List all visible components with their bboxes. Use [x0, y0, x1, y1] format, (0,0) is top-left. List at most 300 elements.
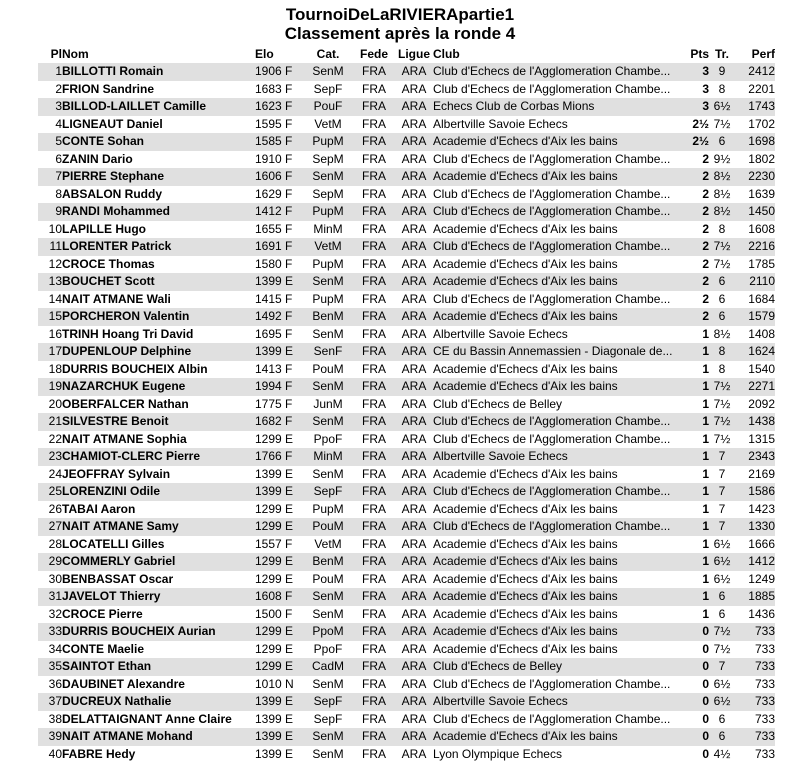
- cell-performance: 733: [754, 746, 775, 761]
- cell-elo: 1629 F: [255, 186, 293, 201]
- cell-category: SepF: [313, 81, 343, 96]
- cell-place: 4: [55, 116, 62, 131]
- table-row: [38, 623, 775, 641]
- cell-performance: 1785: [748, 256, 775, 271]
- cell-elo: 1299 E: [255, 431, 294, 446]
- cell-performance: 733: [754, 624, 775, 638]
- cell-league: ARA: [401, 589, 427, 603]
- cell-club: Academie d'Echecs d'Aix les bains: [433, 571, 618, 586]
- table-row: [38, 396, 775, 414]
- column-header-elo: Elo: [255, 47, 274, 61]
- cell-name: ABSALON Ruddy: [62, 186, 162, 201]
- cell-elo: 1492 F: [255, 309, 293, 323]
- cell-name: DAUBINET Alexandre: [62, 676, 185, 691]
- cell-club: Academie d'Echecs d'Aix les bains: [433, 309, 618, 323]
- table-row: [38, 676, 775, 694]
- cell-federation: FRA: [362, 676, 386, 691]
- cell-league: ARA: [401, 81, 427, 96]
- cell-tiebreak: 6½: [713, 99, 731, 113]
- table-row: [38, 98, 775, 116]
- cell-performance: 1698: [748, 134, 775, 148]
- cell-category: PupM: [312, 501, 344, 516]
- cell-place: 18: [48, 361, 62, 376]
- cell-club: Academie d'Echecs d'Aix les bains: [433, 134, 618, 148]
- cell-name: BILLOD-LAILLET Camille: [62, 99, 206, 113]
- cell-category: SenM: [312, 676, 344, 691]
- cell-tiebreak: 8: [718, 221, 726, 236]
- cell-category: SenM: [312, 606, 344, 621]
- cell-club: Echecs Club de Corbas Mions: [433, 99, 595, 113]
- cell-league: ARA: [401, 361, 427, 376]
- cell-place: 20: [48, 396, 62, 411]
- cell-tiebreak: 7: [718, 659, 726, 673]
- cell-tiebreak: 7½: [713, 239, 731, 253]
- cell-elo: 1299 E: [255, 519, 294, 533]
- cell-place: 32: [48, 606, 62, 621]
- cell-club: Academie d'Echecs d'Aix les bains: [433, 624, 618, 638]
- cell-club: Academie d'Echecs d'Aix les bains: [433, 361, 618, 376]
- table-row: [38, 448, 775, 466]
- cell-federation: FRA: [362, 431, 386, 446]
- cell-name: CROCE Pierre: [62, 606, 143, 621]
- cell-club: Club d'Echecs de l'Agglomeration Chambe...: [433, 291, 671, 306]
- cell-league: ARA: [401, 536, 427, 551]
- cell-points: 2: [702, 186, 709, 201]
- cell-place: 31: [48, 589, 62, 603]
- table-row: [38, 186, 775, 204]
- cell-elo: 1595 F: [255, 116, 293, 131]
- table-row: [38, 431, 775, 449]
- cell-name: RANDI Mohammed: [62, 204, 171, 218]
- cell-tiebreak: 6: [718, 274, 726, 288]
- cell-name: BOUCHET Scott: [62, 274, 155, 288]
- cell-place: 15: [48, 309, 62, 323]
- cell-performance: 1802: [748, 151, 775, 166]
- column-header-category: Cat.: [316, 47, 340, 61]
- cell-category: SenM: [312, 326, 344, 341]
- cell-points: 2: [702, 169, 709, 183]
- cell-federation: FRA: [362, 116, 386, 131]
- cell-category: PouM: [312, 361, 344, 376]
- cell-place: 36: [48, 676, 62, 691]
- cell-tiebreak: 6½: [713, 536, 731, 551]
- cell-name: LIGNEAUT Daniel: [62, 116, 163, 131]
- table-row: [38, 658, 775, 676]
- cell-elo: 1585 F: [255, 134, 293, 148]
- cell-name: SAINTOT Ethan: [62, 659, 152, 673]
- cell-elo: 1775 F: [255, 396, 293, 411]
- cell-club: Club d'Echecs de Belley: [433, 659, 563, 673]
- cell-points: 2: [702, 239, 709, 253]
- cell-category: SenM: [312, 169, 344, 183]
- cell-tiebreak: 8: [718, 344, 726, 358]
- cell-club: Academie d'Echecs d'Aix les bains: [433, 379, 618, 393]
- table-row: [38, 343, 775, 361]
- table-row: [38, 536, 775, 554]
- cell-league: ARA: [401, 99, 427, 113]
- cell-elo: 1415 F: [255, 291, 293, 306]
- cell-league: ARA: [401, 659, 427, 673]
- cell-points: 1: [702, 361, 709, 376]
- cell-tiebreak: 6½: [713, 554, 731, 568]
- cell-category: SenF: [313, 344, 343, 358]
- cell-place: 13: [48, 274, 62, 288]
- cell-place: 23: [48, 449, 62, 463]
- cell-elo: 1608 F: [255, 589, 293, 603]
- cell-points: 0: [702, 676, 709, 691]
- cell-tiebreak: 6: [718, 606, 726, 621]
- cell-elo: 1399 E: [255, 274, 294, 288]
- cell-category: PpoF: [313, 641, 343, 656]
- cell-points: 1: [702, 396, 709, 411]
- cell-points: 1: [702, 501, 709, 516]
- cell-performance: 1450: [748, 204, 775, 218]
- cell-elo: 1994 F: [255, 379, 293, 393]
- cell-performance: 1540: [748, 361, 775, 376]
- table-row: [38, 518, 775, 536]
- table-row: [38, 413, 775, 431]
- cell-federation: FRA: [362, 554, 386, 568]
- cell-federation: FRA: [362, 484, 386, 498]
- cell-league: ARA: [401, 326, 427, 341]
- cell-place: 28: [48, 536, 62, 551]
- table-row: [38, 63, 775, 81]
- column-header-federation: Fede: [359, 47, 388, 61]
- cell-club: Club d'Echecs de l'Agglomeration Chambe...: [433, 431, 671, 446]
- column-header-place: Pl: [50, 47, 62, 61]
- cell-points: 1: [702, 466, 709, 481]
- cell-category: SenM: [312, 589, 344, 603]
- cell-tiebreak: 7½: [713, 641, 731, 656]
- cell-elo: 1695 F: [255, 326, 293, 341]
- cell-league: ARA: [401, 729, 427, 743]
- cell-federation: FRA: [362, 501, 386, 516]
- cell-federation: FRA: [362, 344, 386, 358]
- cell-name: TABAI Aaron: [62, 501, 136, 516]
- standings-header: [38, 45, 775, 63]
- cell-league: ARA: [401, 449, 427, 463]
- cell-federation: FRA: [362, 449, 386, 463]
- cell-club: Academie d'Echecs d'Aix les bains: [433, 641, 618, 656]
- cell-tiebreak: 6: [718, 134, 726, 148]
- cell-performance: 1315: [748, 431, 775, 446]
- cell-performance: 1608: [748, 221, 775, 236]
- table-row: [38, 728, 775, 746]
- cell-performance: 1743: [748, 99, 775, 113]
- cell-elo: 1399 E: [255, 344, 294, 358]
- cell-league: ARA: [401, 134, 427, 148]
- cell-federation: FRA: [362, 466, 386, 481]
- cell-elo: 1299 E: [255, 659, 294, 673]
- cell-tiebreak: 8: [718, 361, 726, 376]
- cell-club: Club d'Echecs de l'Agglomeration Chambe...: [433, 64, 671, 78]
- column-header-points: Pts: [690, 47, 709, 61]
- cell-performance: 1624: [748, 344, 775, 358]
- cell-tiebreak: 8½: [713, 186, 731, 201]
- cell-federation: FRA: [362, 606, 386, 621]
- cell-league: ARA: [401, 344, 427, 358]
- cell-name: ZANIN Dario: [62, 151, 133, 166]
- cell-name: DELATTAIGNANT Anne Claire: [62, 711, 232, 726]
- table-row: [38, 308, 775, 326]
- cell-league: ARA: [401, 204, 427, 218]
- cell-place: 24: [48, 466, 62, 481]
- cell-federation: FRA: [362, 204, 386, 218]
- table-row: [38, 711, 775, 729]
- cell-place: 22: [48, 431, 62, 446]
- cell-federation: FRA: [362, 274, 386, 288]
- cell-elo: 1010 N: [255, 676, 294, 691]
- cell-club: Lyon Olympique Echecs: [433, 746, 562, 761]
- cell-name: NAZARCHUK Eugene: [62, 379, 186, 393]
- cell-points: 1: [702, 589, 709, 603]
- cell-elo: 1691 F: [255, 239, 293, 253]
- cell-category: SenM: [312, 379, 344, 393]
- table-row: [38, 256, 775, 274]
- cell-elo: 1299 E: [255, 624, 294, 638]
- cell-club: Academie d'Echecs d'Aix les bains: [433, 554, 618, 568]
- cell-points: 2: [702, 221, 709, 236]
- cell-name: LORENZINI Odile: [62, 484, 161, 498]
- cell-tiebreak: 9½: [713, 151, 731, 166]
- cell-tiebreak: 8: [718, 81, 726, 96]
- cell-tiebreak: 6: [718, 309, 726, 323]
- cell-name: BENBASSAT Oscar: [62, 571, 174, 586]
- cell-federation: FRA: [362, 641, 386, 656]
- cell-performance: 733: [754, 641, 775, 656]
- cell-club: Club d'Echecs de l'Agglomeration Chambe...: [433, 711, 671, 726]
- table-row: [38, 291, 775, 309]
- cell-league: ARA: [401, 711, 427, 726]
- cell-performance: 2201: [748, 81, 775, 96]
- cell-league: ARA: [401, 169, 427, 183]
- table-row: [38, 168, 775, 186]
- cell-federation: FRA: [362, 239, 386, 253]
- cell-category: VetM: [314, 239, 342, 253]
- cell-performance: 1702: [748, 116, 775, 131]
- cell-tiebreak: 8½: [713, 326, 731, 341]
- cell-performance: 1639: [748, 186, 775, 201]
- cell-performance: 2110: [749, 274, 775, 288]
- cell-elo: 1399 E: [255, 466, 294, 481]
- cell-points: 1: [702, 554, 709, 568]
- column-header-performance: Perf: [751, 47, 775, 61]
- cell-league: ARA: [401, 484, 427, 498]
- cell-performance: 733: [754, 694, 775, 708]
- cell-name: JAVELOT Thierry: [62, 589, 161, 603]
- cell-points: 2: [702, 274, 709, 288]
- cell-performance: 1330: [748, 519, 775, 533]
- cell-performance: 2343: [748, 449, 775, 463]
- cell-category: PouM: [312, 519, 344, 533]
- cell-performance: 1579: [748, 309, 775, 323]
- cell-club: Club d'Echecs de l'Agglomeration Chambe...: [433, 519, 671, 533]
- cell-tiebreak: 6½: [713, 676, 731, 691]
- cell-place: 25: [48, 484, 62, 498]
- cell-club: Club d'Echecs de l'Agglomeration Chambe...: [433, 204, 671, 218]
- cell-elo: 1299 E: [255, 571, 294, 586]
- cell-performance: 1412: [748, 554, 775, 568]
- cell-name: FABRE Hedy: [62, 746, 136, 761]
- header-row: [38, 45, 775, 63]
- cell-points: 1: [702, 379, 709, 393]
- cell-category: PpoF: [313, 431, 343, 446]
- cell-points: 2: [702, 204, 709, 218]
- cell-tiebreak: 7: [718, 501, 726, 516]
- cell-league: ARA: [401, 64, 427, 78]
- cell-league: ARA: [401, 379, 427, 393]
- cell-club: Club d'Echecs de l'Agglomeration Chambe...: [433, 151, 671, 166]
- table-row: [38, 361, 775, 379]
- cell-name: NAIT ATMANE Mohand: [62, 729, 193, 743]
- cell-league: ARA: [401, 571, 427, 586]
- cell-name: DURRIS BOUCHEIX Albin: [62, 361, 208, 376]
- table-row: [38, 588, 775, 606]
- cell-elo: 1580 F: [255, 256, 293, 271]
- cell-league: ARA: [401, 291, 427, 306]
- cell-league: ARA: [401, 501, 427, 516]
- cell-points: 3: [702, 99, 709, 113]
- cell-category: SenM: [312, 746, 344, 761]
- cell-name: DURRIS BOUCHEIX Aurian: [62, 624, 216, 638]
- cell-performance: 1408: [748, 326, 775, 341]
- cell-performance: 2271: [748, 379, 775, 393]
- cell-category: SenM: [312, 274, 344, 288]
- cell-elo: 1910 F: [255, 151, 293, 166]
- cell-place: 19: [48, 379, 62, 393]
- cell-performance: 1436: [748, 606, 775, 621]
- cell-name: DUPENLOUP Delphine: [62, 344, 192, 358]
- cell-federation: FRA: [362, 694, 386, 708]
- cell-points: 2½: [692, 116, 709, 131]
- cell-elo: 1299 E: [255, 501, 294, 516]
- cell-points: 0: [702, 711, 709, 726]
- cell-performance: 1586: [748, 484, 775, 498]
- cell-performance: 1666: [748, 536, 775, 551]
- cell-performance: 733: [754, 676, 775, 691]
- cell-points: 1: [702, 414, 709, 428]
- table-row: [38, 553, 775, 571]
- cell-federation: FRA: [362, 746, 386, 761]
- cell-federation: FRA: [362, 414, 386, 428]
- cell-category: PupM: [312, 291, 344, 306]
- cell-elo: 1623 F: [255, 99, 293, 113]
- table-row: [38, 746, 775, 764]
- column-header-tiebreak: Tr.: [714, 47, 729, 61]
- cell-tiebreak: 7: [718, 484, 726, 498]
- cell-place: 29: [48, 554, 62, 568]
- cell-tiebreak: 6: [718, 729, 726, 743]
- cell-place: 3: [55, 99, 62, 113]
- cell-club: Academie d'Echecs d'Aix les bains: [433, 169, 618, 183]
- table-row: [38, 221, 775, 239]
- cell-tiebreak: 6: [718, 291, 726, 306]
- cell-elo: 1683 F: [255, 81, 293, 96]
- cell-tiebreak: 6½: [713, 694, 731, 708]
- cell-category: MinM: [313, 449, 343, 463]
- cell-name: CHAMIOT-CLERC Pierre: [62, 449, 201, 463]
- cell-elo: 1557 F: [255, 536, 293, 551]
- cell-league: ARA: [401, 309, 427, 323]
- cell-elo: 1413 F: [255, 361, 293, 376]
- cell-points: 3: [702, 81, 709, 96]
- cell-category: SenM: [312, 64, 344, 78]
- cell-elo: 1766 F: [255, 449, 293, 463]
- cell-name: FRION Sandrine: [62, 81, 155, 96]
- cell-league: ARA: [401, 676, 427, 691]
- cell-elo: 1399 E: [255, 484, 294, 498]
- cell-club: Academie d'Echecs d'Aix les bains: [433, 221, 618, 236]
- table-row: [38, 466, 775, 484]
- cell-tiebreak: 7½: [713, 256, 731, 271]
- cell-league: ARA: [401, 239, 427, 253]
- cell-place: 38: [48, 711, 62, 726]
- cell-category: SepF: [313, 484, 343, 498]
- cell-federation: FRA: [362, 151, 386, 166]
- table-row: [38, 501, 775, 519]
- cell-tiebreak: 6: [718, 711, 726, 726]
- cell-tiebreak: 7: [718, 466, 726, 481]
- cell-points: 0: [702, 694, 709, 708]
- cell-performance: 2092: [748, 396, 775, 411]
- cell-category: MinM: [313, 221, 343, 236]
- report-header: [0, 5, 800, 43]
- cell-league: ARA: [401, 151, 427, 166]
- cell-tiebreak: 8½: [713, 169, 731, 183]
- cell-elo: 1399 E: [255, 711, 294, 726]
- cell-place: 8: [55, 186, 62, 201]
- cell-category: PouF: [313, 99, 343, 113]
- cell-points: 3: [702, 64, 709, 78]
- cell-league: ARA: [401, 116, 427, 131]
- cell-points: 0: [702, 746, 709, 761]
- cell-place: 16: [48, 326, 62, 341]
- cell-name: JEOFFRAY Sylvain: [62, 466, 171, 481]
- cell-category: SepF: [313, 711, 343, 726]
- cell-club: Club d'Echecs de l'Agglomeration Chambe...: [433, 676, 671, 691]
- cell-federation: FRA: [362, 326, 386, 341]
- cell-performance: 1423: [748, 501, 775, 516]
- cell-name: PIERRE Stephane: [62, 169, 165, 183]
- cell-place: 14: [48, 291, 62, 306]
- cell-club: Academie d'Echecs d'Aix les bains: [433, 501, 618, 516]
- cell-performance: 2230: [748, 169, 775, 183]
- cell-tiebreak: 7½: [713, 379, 731, 393]
- cell-federation: FRA: [362, 309, 386, 323]
- table-row: [38, 238, 775, 256]
- cell-place: 2: [55, 81, 62, 96]
- cell-name: BILLOTTI Romain: [62, 64, 164, 78]
- cell-category: JunM: [313, 396, 343, 411]
- cell-category: PupM: [312, 204, 344, 218]
- cell-league: ARA: [401, 641, 427, 656]
- cell-performance: 1438: [748, 414, 775, 428]
- cell-league: ARA: [401, 554, 427, 568]
- cell-tiebreak: 7½: [713, 414, 731, 428]
- table-row: [38, 116, 775, 134]
- cell-place: 27: [48, 519, 62, 533]
- cell-league: ARA: [401, 466, 427, 481]
- cell-club: Club d'Echecs de l'Agglomeration Chambe...: [433, 484, 671, 498]
- cell-place: 33: [48, 624, 62, 638]
- cell-name: NAIT ATMANE Sophia: [62, 431, 187, 446]
- cell-federation: FRA: [362, 711, 386, 726]
- cell-place: 6: [55, 151, 62, 166]
- cell-name: LORENTER Patrick: [62, 239, 172, 253]
- cell-place: 30: [48, 571, 62, 586]
- cell-league: ARA: [401, 694, 427, 708]
- cell-category: SenM: [312, 414, 344, 428]
